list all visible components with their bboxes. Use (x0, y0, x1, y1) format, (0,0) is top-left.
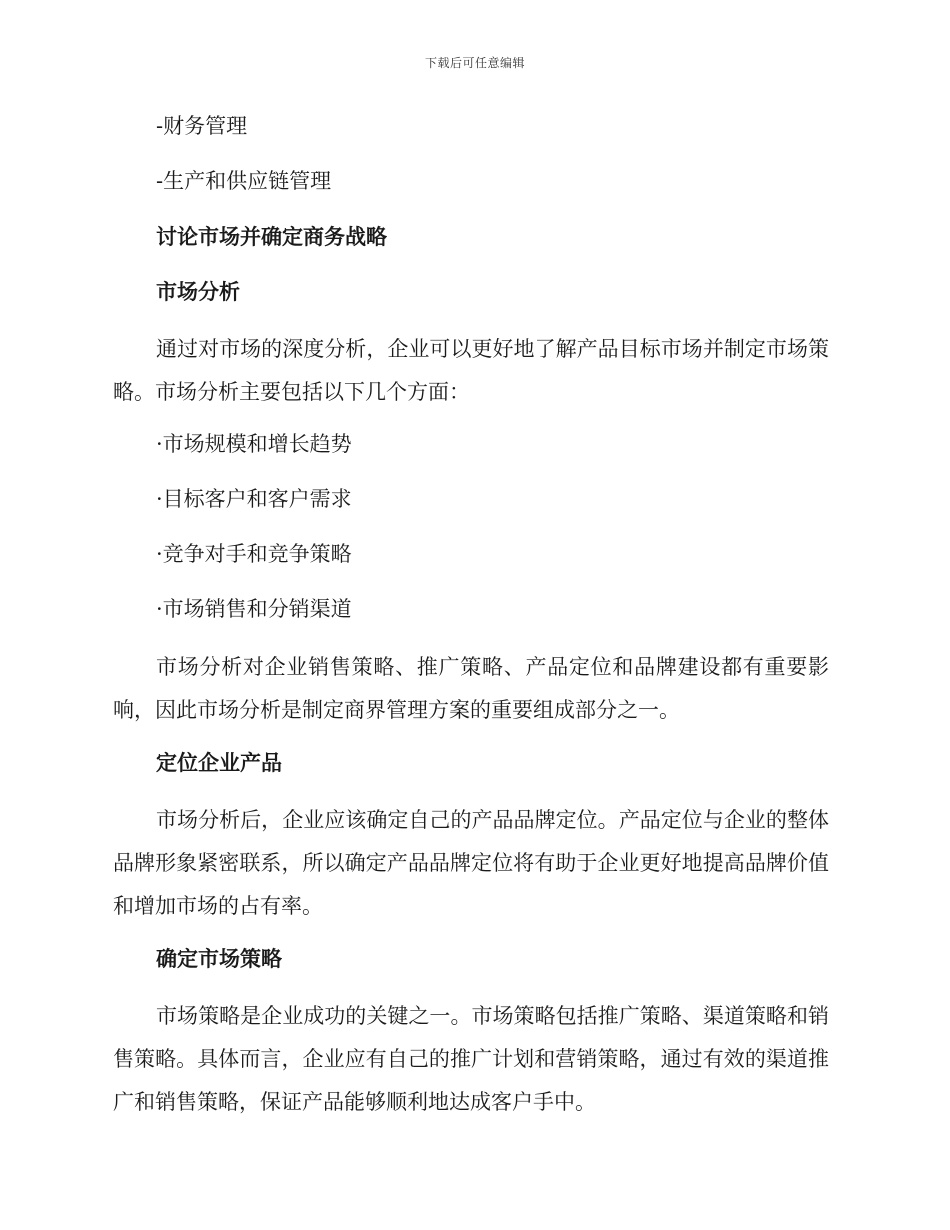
document-body (113, 108, 829, 1136)
paragraph-market-strategy: 市场策略是企业成功的关键之一。市场策略包括推广策略、渠道策略和销售策略。具体而言，企业应有自己的推广计划和营销策略，通过有效的渠道推广和销售策略，保证产品能够顺利地达成客户手中。 (113, 1004, 829, 1114)
paragraph-product-positioning: 市场分析后，企业应该确定自己的产品品牌定位。产品定位与企业的整体品牌形象紧密联系，所以确定产品品牌定位将有助于企业更好地提高品牌价值和增加市场的占有率。 (113, 808, 829, 918)
bullet-item-market-size: ·市场规模和增长趋势 (156, 432, 352, 456)
section-heading-market-analysis: 市场分析 (156, 279, 240, 304)
list-item-finance: -财务管理 (156, 114, 248, 138)
bullet-item-competitors: ·竞争对手和竞争策略 (156, 542, 352, 566)
section-heading-market-strategy: 确定市场策略 (156, 946, 282, 971)
paragraph-market-analysis-intro: 通过对市场的深度分析，企业可以更好地了解产品目标市场并制定市场策略。市场分析主要包括以下几个方面： (113, 337, 829, 404)
paragraph-market-analysis-impact: 市场分析对企业销售策略、推广策略、产品定位和品牌建设都有重要影响，因此市场分析是制定商界管理方案的重要组成部分之一。 (113, 655, 829, 722)
list-item-supply-chain: -生产和供应链管理 (156, 169, 332, 193)
bullet-item-sales-channels: ·市场销售和分销渠道 (156, 597, 352, 621)
bullet-item-target-customers: ·目标客户和客户需求 (156, 487, 352, 511)
section-heading-strategy: 讨论市场并确定商务战略 (156, 224, 387, 249)
page-header: 下载后可任意编辑 (424, 56, 525, 70)
section-heading-product-positioning: 定位企业产品 (156, 750, 282, 775)
